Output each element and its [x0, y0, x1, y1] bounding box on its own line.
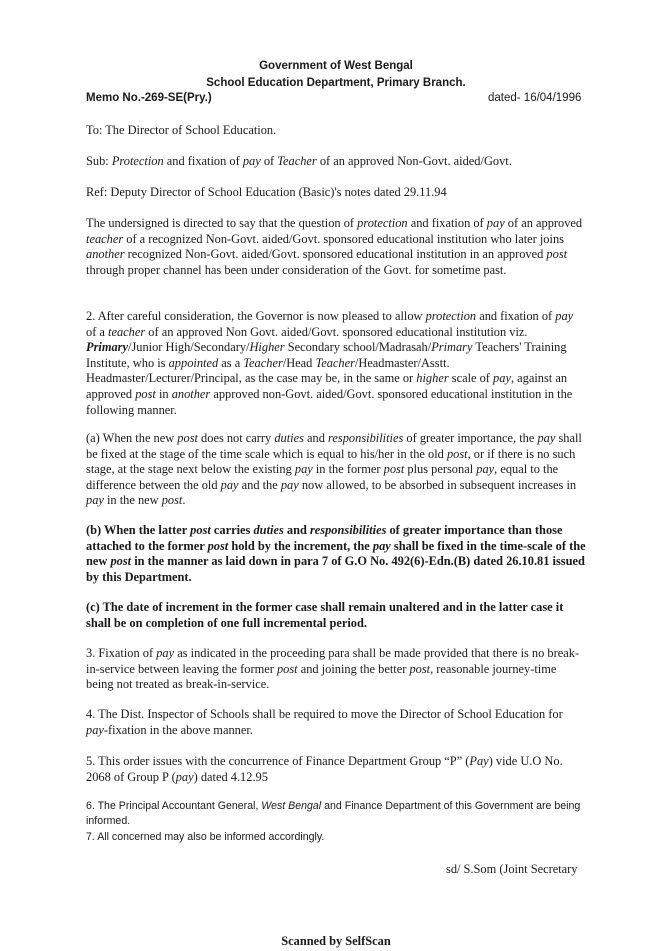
- government-title: Government of West Bengal: [259, 60, 413, 72]
- paragraph-b: (b) When the latter post carries duties and responsibilities of greater importance than those attached to the former post hold by the increment, the pay shall be fixed in the time-scale of the new post in the manner as laid down in para 7 of G.O No. 492(6)-Edn.(B) dated 26.10.81 issued by this Department.: [86, 523, 586, 584]
- reference-line: Ref: Deputy Director of School Education (Basic)'s notes dated 29.11.94: [86, 185, 447, 199]
- paragraph-6: 6. The Principal Accountant General, West Bengal and Finance Department of this Government are being informed.: [86, 800, 581, 828]
- addressee-line: To: The Director of School Education.: [86, 123, 277, 137]
- memo-date: dated- 16/04/1996: [488, 92, 582, 104]
- subject-line: Sub: Protection and fixation of pay of Teacher of an approved Non-Govt. aided/Govt.: [86, 154, 512, 168]
- signature: sd/ S.Som (Joint Secretary: [446, 862, 578, 876]
- department-title: School Education Department, Primary Branch.: [206, 77, 466, 89]
- paragraph-3: 3. Fixation of pay as indicated in the proceeding para shall be made provided that there is no break-in-service between leaving the former post and joining the better post, reasonable journey-time being not treated as break-in-service.: [86, 646, 580, 692]
- paragraph-5: 5. This order issues with the concurrence of Finance Department Group “P” (Pay) vide U.O No. 2068 of Group P (pay) dated 4.12.95: [86, 754, 563, 784]
- scanner-footer: Scanned by SelfScan: [281, 934, 391, 948]
- memo-number: Memo No.-269-SE(Pry.): [86, 92, 212, 104]
- paragraph-a: (a) When the new post does not carry duties and responsibilities of greater importance, the pay shall be fixed at the stage of the time scale which is equal to his/her in the old post, or if there is no such stage, at the stage next below the existing pay in the former post plus personal pay, equal to the difference between the old pay and the pay now allowed, to be absorbed in subsequent increases in pay in the new post.: [86, 431, 582, 508]
- paragraph-c: (c) The date of increment in the former case shall remain unaltered and in the latter case it shall be on completion of one full incremental period.: [86, 600, 564, 630]
- paragraph-2: 2. After careful consideration, the Governor is now pleased to allow protection and fixation of pay of a teacher of an approved Non Govt. aided/Govt. sponsored educational institution viz. Primary/Junior High/Secondary/Higher Secondary school/Madrasah/Primary Teachers' Training Institute, who is appointed as a Teacher/Head Teacher/Headmaster/Asstt. Headmaster/Lecturer/Principal, as the case may be, in the same or higher scale of pay, against an approved post in another approved non-Govt. aided/Govt. sponsored educational institution in the following manner.: [86, 309, 574, 417]
- paragraph-4: 4. The Dist. Inspector of Schools shall be required to move the Director of School Education for pay-fixation in the above manner.: [86, 707, 563, 737]
- paragraph-1: The undersigned is directed to say that the question of protection and fixation of pay of an approved teacher of a recognized Non-Govt. aided/Govt. sponsored educational institution who later joins another recognized Non-Govt. aided/Govt. sponsored educational institution in an approved post through proper channel has been under consideration of the Govt. for sometime past.: [86, 216, 583, 277]
- paragraph-7: 7. All concerned may also be informed accordingly.: [86, 831, 325, 843]
